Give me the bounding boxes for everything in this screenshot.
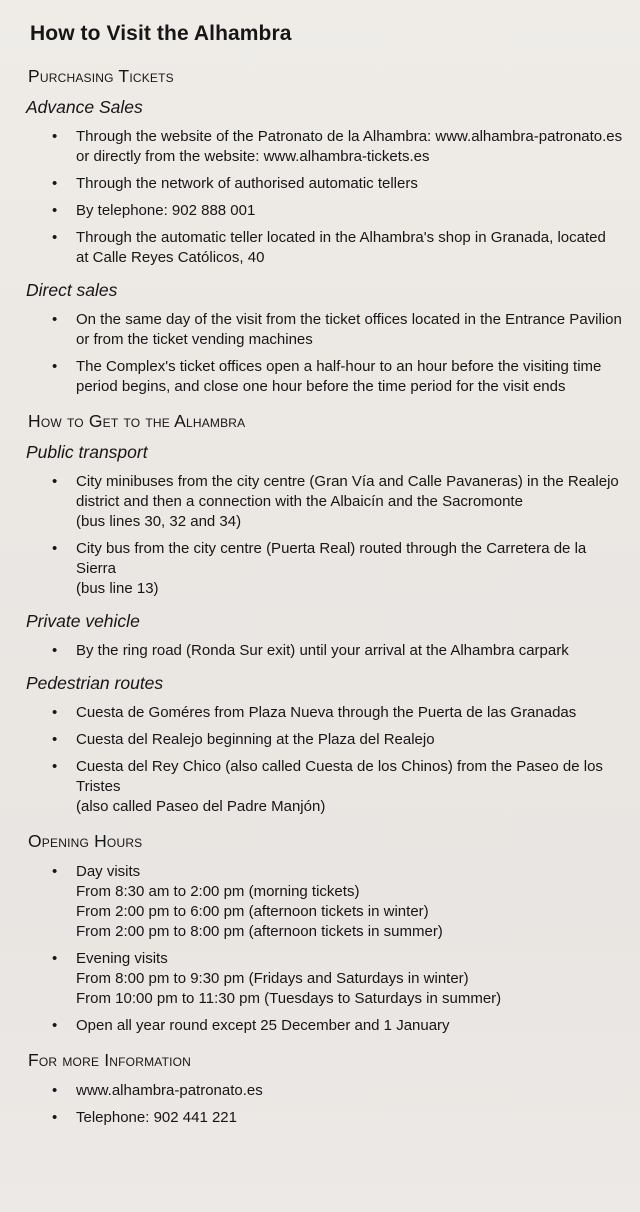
list-item-line: or from the ticket vending machines xyxy=(76,331,313,348)
list-item xyxy=(24,201,626,221)
bullet-icon: • xyxy=(52,311,58,328)
list-item-line: From 8:30 am to 2:00 pm (morning tickets) xyxy=(76,883,360,900)
subsection xyxy=(24,1081,626,1128)
list-item xyxy=(24,730,626,750)
list-item-line: (bus line 13) xyxy=(76,580,159,597)
subsection-title: Public transport xyxy=(26,442,148,462)
bullet-icon: • xyxy=(52,229,58,246)
bullet-icon: • xyxy=(52,473,58,490)
document-content xyxy=(24,66,626,1128)
list-item-line: Cuesta del Rey Chico (also called Cuesta de los Chinos) from the Paseo de los Tristes xyxy=(76,758,603,795)
bullet-list xyxy=(24,703,626,817)
list-item-line: On the same day of the visit from the ticket offices located in the Entrance Pavilion xyxy=(76,311,622,328)
list-item xyxy=(24,1016,626,1036)
bullet-icon: • xyxy=(52,950,58,967)
subsection xyxy=(24,862,626,1036)
bullet-list xyxy=(24,472,626,599)
list-item-line: Through the automatic teller located in the Alhambra's shop in Granada, located xyxy=(76,229,606,246)
subsection xyxy=(24,673,626,817)
bullet-icon: • xyxy=(52,642,58,659)
section xyxy=(24,411,626,817)
subsection xyxy=(24,280,626,397)
list-item-line: Through the network of authorised automatic tellers xyxy=(76,175,418,192)
section-title: How to Get to the Alhambra xyxy=(28,411,246,431)
list-item xyxy=(24,472,626,532)
list-item-line: Open all year round except 25 December and 1 January xyxy=(76,1017,450,1034)
list-item-line: The Complex's ticket offices open a half-hour to an hour before the visiting time xyxy=(76,358,602,375)
list-item xyxy=(24,757,626,817)
list-item-line: Through the website of the Patronato de la Alhambra: www.alhambra-patronato.es xyxy=(76,128,623,145)
bullet-icon: • xyxy=(52,202,58,219)
bullet-list xyxy=(24,310,626,397)
section-title: Purchasing Tickets xyxy=(28,66,174,86)
bullet-icon: • xyxy=(52,731,58,748)
list-item xyxy=(24,1108,626,1128)
subsection-title: Direct sales xyxy=(26,280,118,300)
bullet-icon: • xyxy=(52,540,58,557)
section xyxy=(24,1050,626,1128)
bullet-icon: • xyxy=(52,1109,58,1126)
subsection xyxy=(24,97,626,268)
bullet-icon: • xyxy=(52,358,58,375)
subsection-title: Private vehicle xyxy=(26,611,140,631)
list-item xyxy=(24,127,626,167)
bullet-list xyxy=(24,862,626,1036)
list-item-line: From 2:00 pm to 8:00 pm (afternoon tickets in summer) xyxy=(76,923,443,940)
list-item-line: From 10:00 pm to 11:30 pm (Tuesdays to Saturdays in summer) xyxy=(76,990,502,1007)
section-title: For more Information xyxy=(28,1050,192,1070)
section-title: Opening Hours xyxy=(28,831,143,851)
list-item-line: period begins, and close one hour before the time period for the visit ends xyxy=(76,378,566,395)
subsection-title: Advance Sales xyxy=(26,97,143,117)
list-item xyxy=(24,310,626,350)
list-item-line: www.alhambra-patronato.es xyxy=(76,1082,263,1099)
list-item-line: City bus from the city centre (Puerta Real) routed through the Carretera de la Sierra xyxy=(76,540,587,577)
bullet-icon: • xyxy=(52,1082,58,1099)
list-item-line: Telephone: 902 441 221 xyxy=(76,1109,237,1126)
bullet-icon: • xyxy=(52,863,58,880)
bullet-list xyxy=(24,641,626,661)
list-item xyxy=(24,228,626,268)
list-item-line: at Calle Reyes Católicos, 40 xyxy=(76,249,265,266)
bullet-icon: • xyxy=(52,758,58,775)
subsection xyxy=(24,442,626,599)
list-item-line: From 8:00 pm to 9:30 pm (Fridays and Saturdays in winter) xyxy=(76,970,469,987)
list-item-line: By the ring road (Ronda Sur exit) until your arrival at the Alhambra carpark xyxy=(76,642,569,659)
list-item-line: Day visits xyxy=(76,863,141,880)
list-item xyxy=(24,703,626,723)
list-item-line: or directly from the website: www.alhambra-tickets.es xyxy=(76,148,430,165)
bullet-list xyxy=(24,127,626,268)
list-item-line: Cuesta de Goméres from Plaza Nueva through the Puerta de las Granadas xyxy=(76,704,577,721)
list-item xyxy=(24,357,626,397)
bullet-icon: • xyxy=(52,704,58,721)
list-item xyxy=(24,949,626,1009)
bullet-icon: • xyxy=(52,128,58,145)
section xyxy=(24,831,626,1036)
bullet-list xyxy=(24,1081,626,1128)
list-item-line: (bus lines 30, 32 and 34) xyxy=(76,513,242,530)
list-item-line: From 2:00 pm to 6:00 pm (afternoon tickets in winter) xyxy=(76,903,429,920)
list-item-line: Cuesta del Realejo beginning at the Plaza del Realejo xyxy=(76,731,435,748)
bullet-icon: • xyxy=(52,1017,58,1034)
list-item xyxy=(24,862,626,942)
list-item-line: (also called Paseo del Padre Manjón) xyxy=(76,798,326,815)
list-item-line: By telephone: 902 888 001 xyxy=(76,202,256,219)
list-item-line: Evening visits xyxy=(76,950,168,967)
section xyxy=(24,66,626,397)
subsection xyxy=(24,611,626,661)
subsection-title: Pedestrian routes xyxy=(26,673,164,693)
list-item-line: City minibuses from the city centre (Gran Vía and Calle Pavaneras) in the Realejo xyxy=(76,473,619,490)
list-item xyxy=(24,539,626,599)
list-item xyxy=(24,1081,626,1101)
list-item xyxy=(24,641,626,661)
list-item xyxy=(24,174,626,194)
list-item-line: district and then a connection with the Albaicín and the Sacromonte xyxy=(76,493,523,510)
page-title: How to Visit the Alhambra xyxy=(30,22,292,45)
bullet-icon: • xyxy=(52,175,58,192)
